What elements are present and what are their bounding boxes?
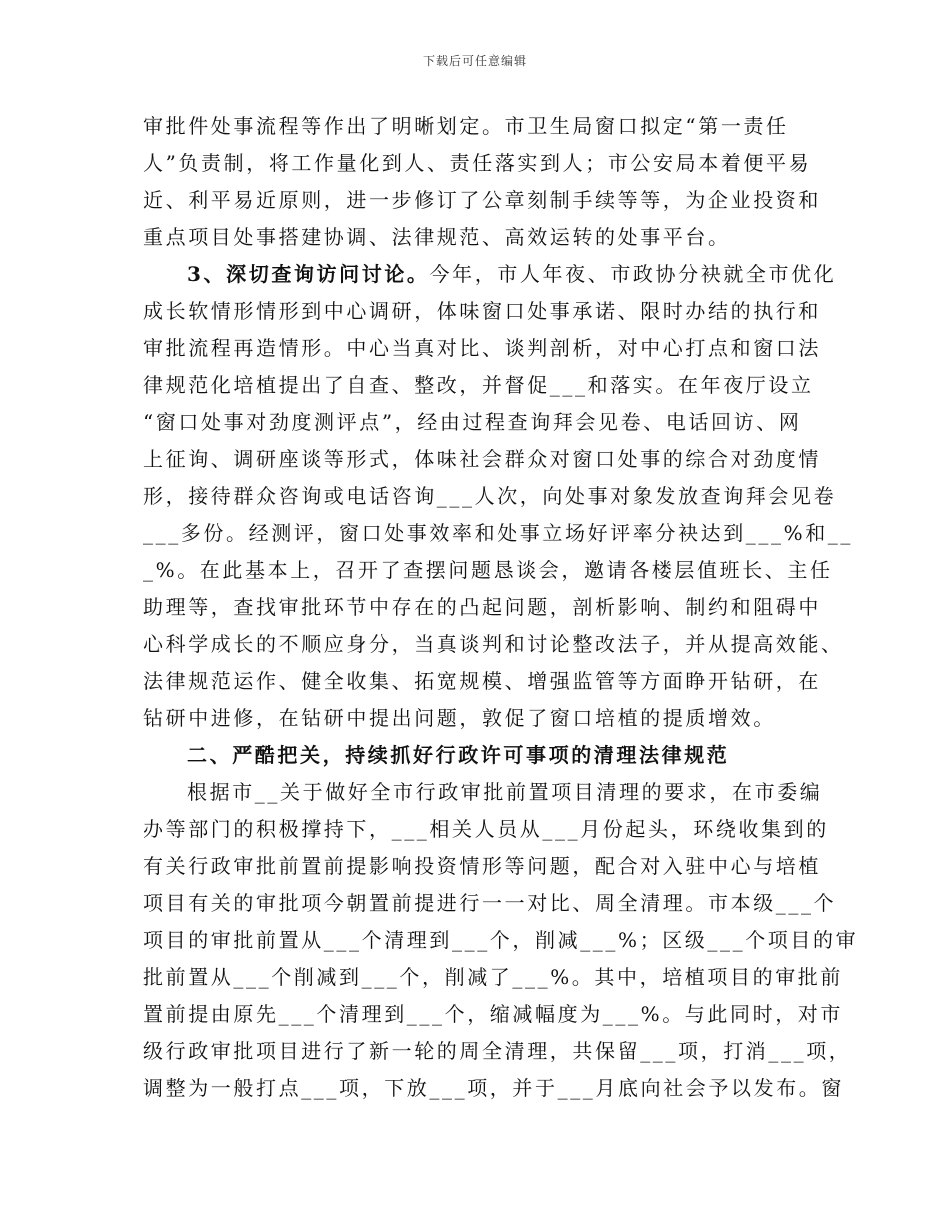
line-text: “窗口处事对劲度测评点”，经由过程查询拜会见卷、电话回访、网 [143, 410, 802, 434]
line-text: 项目的审批前置从___个清理到___个，削减___%；区级___个项目的审 [143, 928, 859, 952]
text-line [143, 515, 854, 552]
line-text: 有关行政审批前置前提影响投资情形等问题，配合对入驻中心与培植 [143, 854, 821, 878]
line-text: 律规范化培植提出了自查、整改，并督促___和落实。在年夜厅设立 [143, 373, 814, 397]
line-text: 重点项目处事搭建协调、法律规范、高效运转的处事平台。 [143, 225, 731, 249]
line-text: 今年，市人年夜、市政协分袂就全市优化 [429, 262, 837, 286]
line-text: 办等部门的积极撑持下，___相关人员从___月份起头，环绕收集到的 [143, 817, 829, 841]
line-text: ___多份。经测评，窗口处事效率和处事立场好评率分袂达到___%和__ [143, 521, 854, 545]
line-text: 人”负责制，将工作量化到人、责任落实到人；市公安局本着便平易 [143, 151, 812, 175]
line-text: 审批流程再造情形。中心当真对比、谈判剖析，对中心打点和窗口法 [143, 336, 821, 360]
line-text: 审批件处事流程等作出了明晰划定。市卫生局窗口拟定“第一责任 [143, 114, 789, 138]
text-line [143, 441, 823, 478]
line-text: 近、利平易近原则，进一步修订了公章刻制手续等等，为企业投资和 [143, 188, 821, 212]
text-line [143, 996, 844, 1033]
text-line [143, 663, 823, 700]
text-line [143, 626, 844, 663]
line-text: 钻研中进修，在钻研中提出问题，敦促了窗口培植的提质增效。 [143, 706, 776, 730]
text-line [143, 404, 823, 441]
line-text: 项目有关的审批项今朝置前提进行一一对比、周全清理。市本级___个 [143, 891, 837, 915]
line-text: 法律规范运作、健全收集、拓宽规模、增强监管等方面睁开钻研，在 [143, 669, 821, 693]
line-text: 调整为一般打点___项，下放___项，并于___月底向社会予以发布。窗 [143, 1076, 844, 1100]
text-line [143, 700, 823, 737]
section-heading: 二、严酷把关，持续抓好行政许可事项的清理法律规范 [187, 743, 730, 767]
text-line [143, 182, 823, 219]
text-line [143, 1070, 844, 1107]
text-line [143, 959, 844, 996]
text-line [143, 774, 823, 811]
line-text: 成长软情形情形到中心调研，体味窗口处事承诺、限时办结的执行和 [143, 299, 821, 323]
text-line [143, 330, 823, 367]
text-line [143, 885, 837, 922]
document-body [143, 108, 859, 1107]
line-text: 级行政审批项目进行了新一轮的周全清理，共保留___项，打消___项， [143, 1039, 852, 1063]
line-text: 上征询、调研座谈等形式，体味社会群众对窗口处事的综合对劲度情 [143, 447, 821, 471]
line-text: 根据市__关于做好全市行政审批前置项目清理的要求，在市委编 [187, 780, 823, 804]
line-text: 心科学成长的不顺应身分，当真谈判和讨论整改法子，并从提高效能、 [143, 632, 844, 656]
text-line [143, 256, 837, 293]
text-line [143, 293, 823, 330]
line-text: 批前置从___个削减到___个，削减了___%。其中，培植项目的审批前 [143, 965, 844, 989]
text-line [143, 219, 823, 256]
text-line [143, 848, 823, 885]
text-line [143, 367, 823, 404]
text-line [143, 1033, 852, 1070]
text-line [143, 922, 859, 959]
line-text: 置前提由原先___个清理到___个，缩减幅度为___%。与此同时，对市 [143, 1002, 844, 1026]
line-text: _%。在此基本上，召开了查摆问题恳谈会，邀请各楼层值班长、主任 [143, 558, 833, 582]
line-text: 助理等，查找审批环节中存在的凸起问题，剖析影响、制约和阻碍中 [143, 595, 821, 619]
section-heading-line [143, 737, 823, 774]
text-line [143, 478, 837, 515]
text-line [143, 552, 833, 589]
text-line [143, 145, 823, 182]
text-line [143, 108, 823, 145]
text-line [143, 811, 829, 848]
page-header: 下载后可任意编辑 [422, 54, 527, 68]
subsection-heading: 3、深切查询访问讨论。 [187, 262, 430, 286]
line-text: 形，接待群众咨询或电话咨询___人次，向处事对象发放查询拜会见卷 [143, 484, 837, 508]
text-line [143, 589, 823, 626]
